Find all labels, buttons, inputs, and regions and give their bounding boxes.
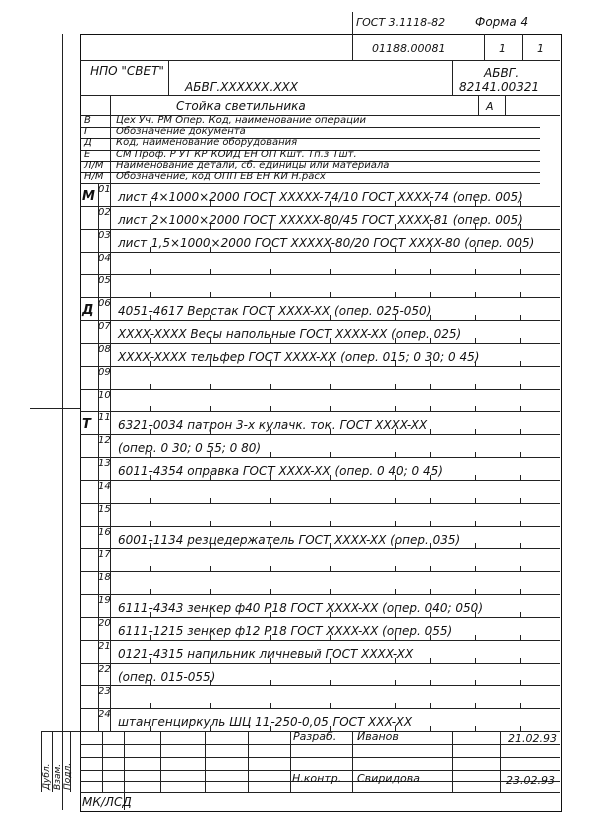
legend-text: СМ Проф. Р УТ КР КОИД ЕН ОП Кшт. Тп.з Тшт.	[116, 148, 357, 160]
standard-label: ГОСТ 3.1118-82	[356, 16, 446, 29]
legend-symbol: Е	[84, 148, 91, 160]
row-text: лист 2×1000×2000 ГОСТ XXXXX-80/45 ГОСТ XXXX-81 (опер. 005)	[118, 212, 523, 227]
form-label: Форма 4	[475, 15, 529, 29]
part-code-line1: АБВГ.	[484, 66, 520, 80]
control-name: Свиридова	[357, 772, 421, 785]
row-number: 14	[98, 480, 111, 492]
row-text: 6001-1134 резцедержатель ГОСТ XXXX-XX (опер. 035)	[118, 532, 461, 547]
legend-text: Обозначение документа	[116, 126, 246, 138]
row-number: 22	[98, 663, 111, 675]
row-text: (опер. 0 30; 0 55; 0 80)	[118, 441, 262, 456]
row-number: 11	[98, 412, 111, 424]
legend-text: Код, наименование оборудования	[116, 137, 298, 149]
row-number: 10	[98, 389, 111, 401]
developed-label: Разраб.	[293, 730, 337, 743]
row-number: 20	[98, 617, 111, 629]
row-text: 6321-0034 патрон 3-х кулачк. ток. ГОСТ XXXX-XX	[118, 418, 428, 433]
legend-symbol: В	[84, 115, 91, 126]
margin-tick	[30, 408, 80, 409]
row-number: 15	[98, 503, 111, 515]
side-label-dubl: Дубл.	[42, 763, 52, 790]
legend-text: Наименование детали, сб. единицы или материала	[116, 159, 390, 171]
row-text: XXXX-XXXX Весы напольные ГОСТ XXXX-XX (опер. 025)	[118, 327, 462, 341]
row-text: 0121-4315 напильник личневый ГОСТ XXXX-XX	[118, 646, 414, 661]
row-symbol: М	[82, 189, 95, 204]
row-text: 6111-4343 зенкер ф40 Р18 ГОСТ XXXX-XX (опер. 040; 050)	[118, 601, 483, 615]
row-text: (опер. 015-055)	[118, 669, 216, 684]
row-number: 18	[98, 572, 111, 584]
part-code-line2: 82141.00321	[459, 80, 540, 94]
control-date: 23.02.93	[506, 774, 555, 787]
row-number: 09	[98, 366, 111, 378]
row-number: 08	[98, 343, 111, 355]
sheet-number: 1	[499, 42, 506, 55]
legend-symbol: Л/М	[84, 159, 104, 171]
row-number: 21	[98, 640, 111, 652]
row-number: 24	[98, 709, 111, 721]
row-text: лист 4×1000×2000 ГОСТ XXXXX-74/10 ГОСТ XXXX-74 (опер. 005)	[118, 190, 523, 204]
control-label: Н.контр.	[292, 772, 342, 785]
row-number: 16	[98, 526, 111, 538]
sheets-total: 1	[537, 42, 544, 55]
developed-name: Иванов	[357, 730, 399, 743]
left-binding-line	[62, 34, 63, 810]
row-symbol: Т	[82, 417, 91, 433]
developed-date: 21.02.93	[508, 732, 557, 745]
row-text: 6011-4354 оправка ГОСТ XXXX-XX (опер. 0 40; 0 45)	[118, 464, 443, 478]
row-text: лист 1,5×1000×2000 ГОСТ XXXXX-80/20 ГОСТ XXXX-80 (опер. 005)	[118, 235, 535, 250]
row-number: 06	[98, 298, 111, 310]
row-number: 07	[98, 321, 111, 332]
row-text: XXXX-XXXX тельфер ГОСТ XXXX-XX (опер. 015; 0 30; 0 45)	[118, 349, 480, 364]
row-number: 17	[98, 549, 111, 561]
legend-text: Цех Уч. РМ Опер. Код, наименование операции	[116, 115, 366, 126]
row-text: 4051-4617 Верстак ГОСТ XXXX-XX (опер. 025-050)	[118, 304, 432, 319]
side-label-vzam: Взам.	[53, 763, 63, 790]
doc-code: 01188.00081	[372, 42, 446, 55]
row-number: 23	[98, 686, 111, 698]
row-text: 6111-1215 зенкер ф12 Р18 ГОСТ XXXX-XX (опер. 055)	[118, 623, 453, 638]
product-name: Стойка светильника	[176, 99, 306, 113]
row-symbol: Д	[82, 303, 94, 319]
legend-symbol: Д	[84, 137, 92, 149]
form-code: МК/ЛСД	[82, 795, 132, 809]
legend-text: Обозначение, код ОПП ЕВ ЕН КИ Н.расх	[116, 171, 326, 182]
row-number: 04	[98, 252, 111, 264]
row-number: 03	[98, 229, 111, 241]
org-name	[88, 64, 166, 78]
legend-symbol: Г	[84, 126, 90, 138]
org-name-text: НПО "СВЕТ"	[90, 64, 164, 78]
side-label-podl: Подл.	[63, 762, 73, 790]
legend-symbol: Н/М	[84, 171, 104, 182]
row-number: 19	[98, 595, 111, 606]
row-number: 01	[98, 184, 111, 195]
row-number: 02	[98, 206, 111, 218]
row-number: 13	[98, 458, 111, 469]
doc-designation: АБВГ.XXXXXX.XXX	[185, 80, 298, 94]
row-text: штангенциркуль ШЦ 11-250-0,05 ГОСТ XXX-XX	[118, 715, 413, 730]
litera: А	[486, 100, 494, 113]
row-number: 12	[98, 435, 111, 447]
row-number: 05	[98, 275, 111, 287]
